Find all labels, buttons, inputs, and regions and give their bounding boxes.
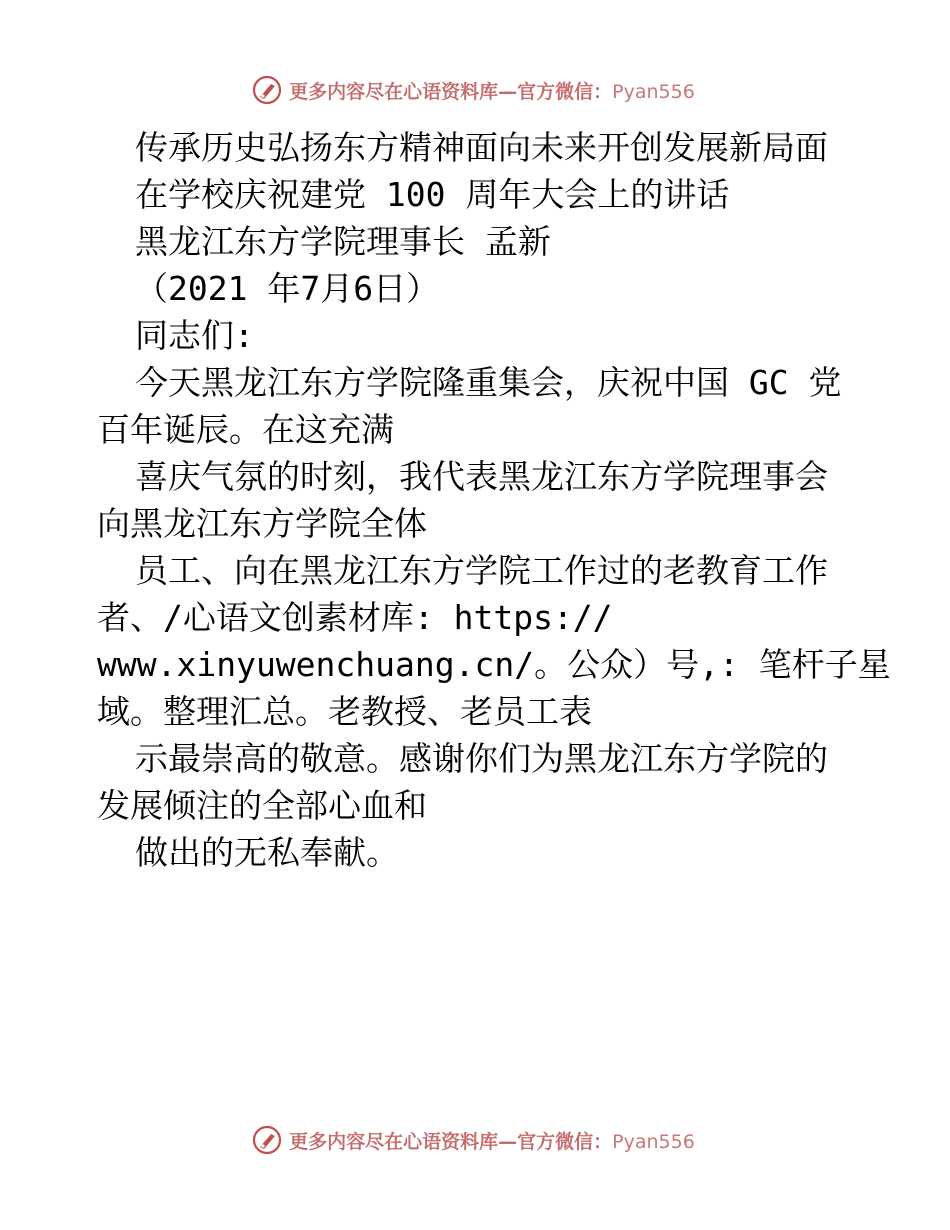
footer-banner-inner bbox=[251, 1124, 695, 1156]
pen-nib-logo-icon bbox=[251, 1124, 283, 1156]
paragraph-line: 示最崇高的敬意。感谢你们为黑龙江东方学院的 bbox=[135, 739, 828, 778]
document-subtitle: 在学校庆祝建党 100 周年大会上的讲话 bbox=[135, 175, 730, 214]
paragraph-line: 向黑龙江东方学院全体 bbox=[97, 504, 427, 543]
paragraph-line: 域。整理汇总。老教授、老员工表 bbox=[97, 692, 592, 731]
pen-nib-logo-icon bbox=[251, 74, 283, 106]
document-salutation: 同志们: bbox=[135, 316, 254, 355]
paragraph-line: 今天黑龙江东方学院隆重集会，庆祝中国 GC 党 bbox=[135, 363, 842, 402]
banner-text: 更多内容尽在心语资料库—官方微信：Pyan556 bbox=[289, 1130, 695, 1153]
paragraph-line: 做出的无私奉献。 bbox=[135, 833, 399, 872]
header-banner bbox=[0, 70, 950, 110]
banner-text: 更多内容尽在心语资料库—官方微信：Pyan556 bbox=[289, 80, 695, 103]
paragraph-line: 发展倾注的全部心血和 bbox=[97, 786, 427, 825]
header-banner-inner bbox=[251, 74, 695, 106]
document-date: （2021 年7月6日） bbox=[135, 269, 440, 308]
paragraph-line: 者、/心语文创素材库: https:// bbox=[97, 598, 613, 637]
paragraph-line: 员工、向在黑龙江东方学院工作过的老教育工作 bbox=[135, 551, 828, 590]
wechat-id: Pyan556 bbox=[612, 1130, 695, 1153]
footer-banner bbox=[0, 1120, 950, 1160]
wechat-id: Pyan556 bbox=[612, 80, 695, 103]
document-title: 传承历史弘扬东方精神面向未来开创发展新局面 bbox=[135, 128, 828, 167]
document-author: 黑龙江东方学院理事长 孟新 bbox=[135, 222, 551, 261]
document-body bbox=[97, 124, 891, 876]
paragraph-line: www.xinyuwenchuang.cn/。公众）号,: 笔杆子星 bbox=[97, 645, 891, 684]
paragraph-line: 百年诞辰。在这充满 bbox=[97, 410, 394, 449]
paragraph-line: 喜庆气氛的时刻，我代表黑龙江东方学院理事会 bbox=[135, 457, 828, 496]
